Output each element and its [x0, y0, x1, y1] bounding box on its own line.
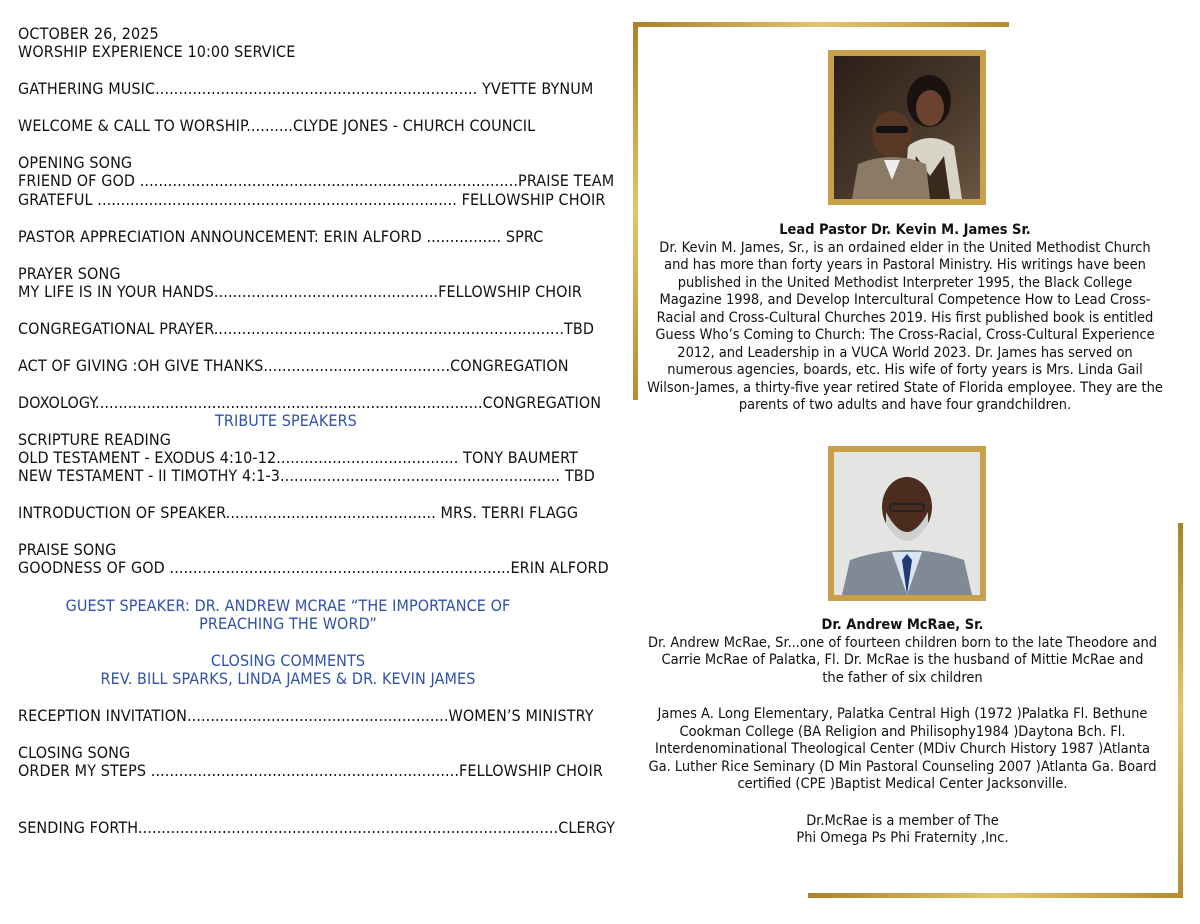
program-item-welcome: WELCOME & CALL TO WORSHIP..........CLYDE JONES - CHURCH COUNCIL: [18, 116, 536, 135]
speaker-education-line: Ga. Luther Rice Seminary (D Min Pastoral Counseling 2007 )Atlanta Ga. Board: [648, 758, 1157, 775]
speaker-photo: [828, 446, 986, 601]
program-item-doxology: DOXOLOGY...................................................................................CONGREGATION: [18, 393, 602, 412]
speaker-education-line: certified (CPE )Baptist Medical Center Jacksonville.: [737, 776, 1068, 792]
program-item-congregational-prayer: CONGREGATIONAL PRAYER...........................................................................TBD: [18, 319, 595, 338]
pastor-bio-line: numerous agencies, boards, etc. His wife of forty years is Mrs. Linda Gail: [667, 362, 1143, 378]
program-item-pastor-appreciation: PASTOR APPRECIATION ANNOUNCEMENT: ERIN ALFORD ................ SPRC: [18, 227, 544, 246]
program-heading-opening-song: OPENING SONG: [18, 153, 133, 172]
speaker-bio-line: the father of six children: [822, 669, 983, 686]
pastor-bio-line: Magazine 1998, and Develop Intercultural Competence How to Lead Cross-: [659, 292, 1151, 308]
service-date: OCTOBER 26, 2025: [18, 24, 159, 43]
program-item-sending-forth: SENDING FORTH..........................................................................................CLERGY: [18, 818, 616, 837]
pastor-name: Lead Pastor Dr. Kevin M. James Sr.: [779, 222, 1031, 238]
program-item-grateful: GRATEFUL ............................................................................. FELLOWSHIP CHOIR: [18, 190, 606, 209]
pastor-bio-line: Guess Who’s Coming to Church: The Cross-Racial, Cross-Cultural Experience: [655, 327, 1155, 343]
program-heading-closing-song: CLOSING SONG: [18, 743, 131, 762]
pastor-bio-line: and has more than forty years in Pastoral Ministry. His writings have been: [664, 257, 1146, 273]
speaker-bio-line: Dr. Andrew McRae, Sr...one of fourteen children born to the late Theodore and: [647, 634, 1158, 651]
program-heading-praise-song: PRAISE SONG: [18, 540, 117, 559]
closing-comments-heading: CLOSING COMMENTS: [210, 651, 366, 670]
speaker-education-line: James A. Long Elementary, Palatka Central High (1972 )Palatka Fl. Bethune: [657, 706, 1148, 722]
pastor-bio-line: Racial and Cross-Cultural Churches 2019. His first published book is entitled: [656, 309, 1154, 326]
speaker-bio-line: Carrie McRae of Palatka, Fl. Dr. McRae is the husband of Mittie McRae and: [661, 652, 1144, 668]
speaker-education-line: Cookman College (BA Religion and Philisophy1984 )Daytona Bch. Fl.: [679, 723, 1126, 740]
program-item-act-of-giving: ACT OF GIVING :OH GIVE THANKS........................................CONGREGATION: [18, 356, 569, 375]
program-item-goodness-of-god: GOODNESS OF GOD .........................................................................ERIN ALFORD: [18, 558, 609, 577]
tribute-speakers-heading: TRIBUTE SPEAKERS: [215, 411, 357, 430]
pastor-bio-line: parents of two adults and have four grandchildren.: [738, 397, 1072, 413]
pastor-bio-line: Wilson-James, a thirty-five year retired State of Florida employee. They are the: [647, 379, 1163, 396]
speaker-bio: [620, 617, 1185, 848]
couple-photo-image: [834, 56, 980, 199]
service-title: WORSHIP EXPERIENCE 10:00 SERVICE: [18, 42, 296, 61]
pastor-bio: [640, 222, 1170, 415]
program-item-order-my-steps: ORDER MY STEPS ..................................................................FELLOWSHIP CHOIR: [18, 761, 603, 780]
program-item-my-life: MY LIFE IS IN YOUR HANDS................................................FELLOWSHIP CHOIR: [18, 282, 583, 301]
speaker-fraternity-line: Dr.McRae is a member of The: [806, 812, 999, 829]
gold-frame-bottom: [808, 893, 1183, 898]
closing-comments-names: REV. BILL SPARKS, LINDA JAMES & DR. KEVIN JAMES: [100, 669, 476, 688]
program-heading-scripture: SCRIPTURE READING: [18, 430, 171, 449]
speaker-photo-image: [834, 452, 980, 595]
speaker-name: Dr. Andrew McRae, Sr.: [821, 617, 984, 633]
pastor-bio-line: Dr. Kevin M. James, Sr., is an ordained elder in the United Methodist Church: [659, 239, 1151, 256]
speaker-fraternity-line: Phi Omega Ps Phi Fraternity ,Inc.: [796, 830, 1009, 846]
program-item-new-testament: NEW TESTAMENT - II TIMOTHY 4:1-3............................................................ TBD: [18, 466, 595, 485]
gold-frame-left: [633, 22, 638, 400]
guest-speaker-line-2: PREACHING THE WORD”: [199, 614, 377, 633]
program-item-reception: RECEPTION INVITATION........................................................WOMEN’S MINISTRY: [18, 706, 594, 725]
program-heading-prayer-song: PRAYER SONG: [18, 264, 121, 283]
program-item-friend-of-god: FRIEND OF GOD .................................................................................PRAISE TEAM: [18, 171, 615, 190]
guest-speaker-line-1: GUEST SPEAKER: DR. ANDREW MCRAE “THE IMPORTANCE OF: [65, 596, 511, 615]
gold-frame-top: [633, 22, 1009, 27]
couple-photo: [828, 50, 986, 205]
program-item-gathering: GATHERING MUSIC..................................................................... YVETTE BYNUM: [18, 79, 594, 98]
speaker-education-line: Interdenominational Theological Center (MDiv Church History 1987 )Atlanta: [655, 741, 1150, 757]
pastor-bio-line: published in the United Methodist Interpreter 1995, the Black College: [677, 274, 1133, 291]
program-item-old-testament: OLD TESTAMENT - EXODUS 4:10-12....................................... TONY BAUMERT: [18, 448, 578, 467]
program-item-introduction: INTRODUCTION OF SPEAKER............................................. MRS. TERRI FLAGG: [18, 503, 579, 522]
pastor-bio-line: 2012, and Leadership in a VUCA World 2023. Dr. James has served on: [677, 344, 1133, 361]
